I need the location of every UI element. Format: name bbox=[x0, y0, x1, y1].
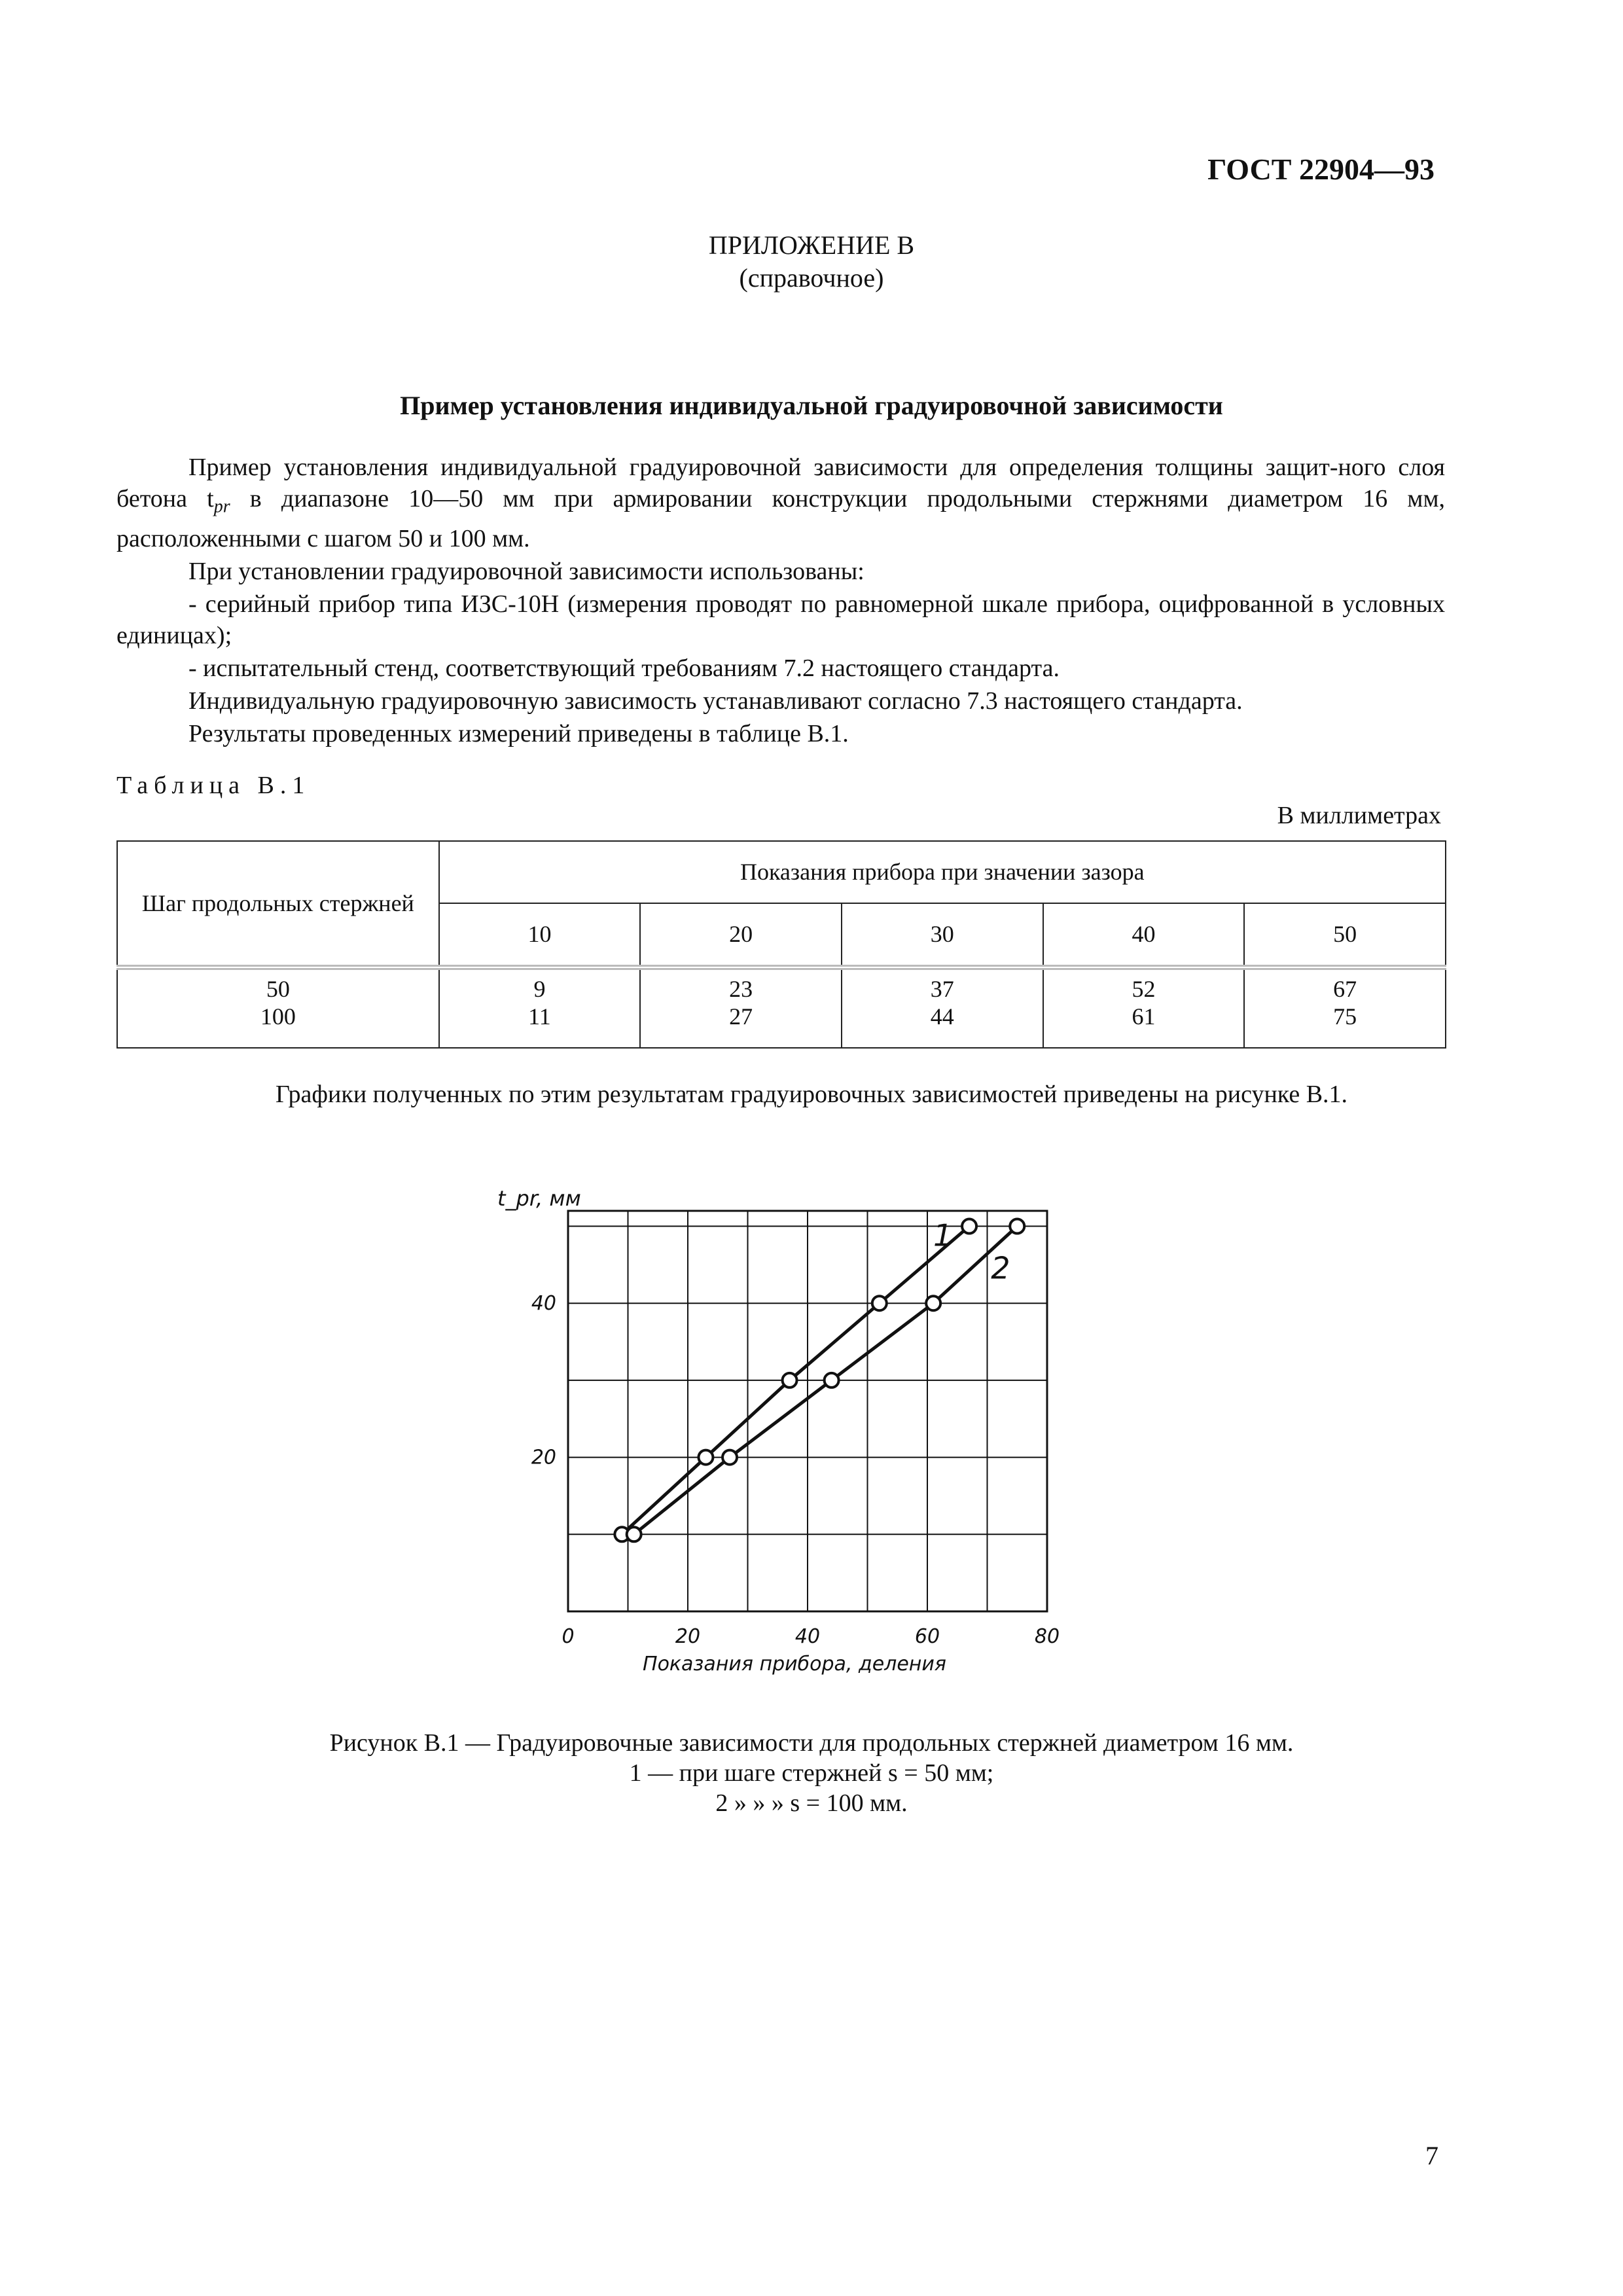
table-cell: 23 27 bbox=[640, 967, 842, 1048]
document-id: ГОСТ 22904—93 bbox=[1207, 152, 1435, 186]
table-cell: 52 61 bbox=[1043, 967, 1245, 1048]
table-row bbox=[117, 967, 1446, 1048]
x-tick-label: 0 bbox=[562, 1625, 575, 1648]
appendix-title: ПРИЛОЖЕНИЕ В bbox=[708, 230, 915, 260]
data-point bbox=[926, 1296, 940, 1310]
appendix-subtitle: (справочное) bbox=[739, 263, 884, 293]
paragraph-stand: - испытательный стенд, соответствующий требованиям 7.2 настоящего стандарта. bbox=[188, 654, 1060, 682]
page-number: 7 bbox=[1425, 2141, 1438, 2170]
table-header-group: Показания прибора при значении зазора bbox=[439, 841, 1446, 903]
table-cell: 67 75 bbox=[1244, 967, 1446, 1048]
section-title: Пример установления индивидуальной градуировочной зависимости bbox=[400, 391, 1223, 420]
caption-line-2: 2 » » » s = 100 мм. bbox=[715, 1789, 908, 1817]
table-cell-step: 50 100 bbox=[117, 967, 439, 1048]
data-point bbox=[783, 1373, 797, 1388]
table-header-gap: 40 bbox=[1043, 903, 1245, 967]
table-header-gap: 20 bbox=[640, 903, 842, 967]
table-header-gap: 50 bbox=[1244, 903, 1446, 967]
calibration-chart bbox=[471, 1165, 1099, 1689]
series-label-1: 1 bbox=[933, 1217, 953, 1253]
y-tick-label: 40 bbox=[531, 1292, 556, 1316]
data-point bbox=[825, 1373, 839, 1388]
paragraph-results: Результаты проведенных измерений приведены в таблице В.1. bbox=[188, 719, 849, 747]
figure-intro: Графики полученных по этим результатам градуировочных зависимостей приведены на рисунке В.1. bbox=[275, 1081, 1348, 1108]
table-units: В миллиметрах bbox=[1277, 802, 1441, 829]
x-axis-label: Показания прибора, деления bbox=[643, 1653, 946, 1676]
results-table bbox=[116, 840, 1446, 1049]
data-point bbox=[722, 1450, 737, 1465]
caption-line-1: 1 — при шаге стержней s = 50 мм; bbox=[629, 1759, 994, 1787]
y-tick-label: 20 bbox=[531, 1446, 556, 1469]
data-point bbox=[962, 1219, 976, 1234]
x-tick-label: 20 bbox=[675, 1625, 701, 1648]
x-tick-label: 40 bbox=[794, 1625, 821, 1648]
body-text bbox=[116, 452, 1445, 751]
table-header-gap: 10 bbox=[439, 903, 641, 967]
paragraph-device: - серийный прибор типа ИЗС-10Н (измерения проводят по равномерной шкале прибора, оцифрованной в условных единицах); bbox=[116, 590, 1445, 649]
series-label-2: 2 bbox=[991, 1250, 1010, 1286]
data-point bbox=[698, 1450, 713, 1465]
paragraph-used: При установлении градуировочной зависимости использованы: bbox=[188, 557, 865, 585]
paragraph-method: Индивидуальную градуировочную зависимость устанавливают согласно 7.3 настоящего стандарта. bbox=[188, 687, 1243, 715]
table-cell: 37 44 bbox=[842, 967, 1043, 1048]
table-cell: 9 11 bbox=[439, 967, 641, 1048]
y-axis-label: t_pr, мм bbox=[497, 1186, 581, 1211]
table-header-step: Шаг продольных стержней bbox=[117, 841, 439, 967]
table-header-gap: 30 bbox=[842, 903, 1043, 967]
x-tick-label: 60 bbox=[914, 1625, 940, 1648]
x-tick-label: 80 bbox=[1034, 1625, 1060, 1648]
table-label: Таблица В.1 bbox=[116, 772, 311, 799]
appendix-heading bbox=[0, 229, 1623, 295]
paragraph-intro: Пример установления индивидуальной градуировочной зависимости для определения толщины защит-ного слоя бетона $t_{pr}$ в диапазоне 10—50 мм при армировании конструкции продольными стержнями диаметром 16 мм, расположенными с шагом 50 и 100 мм. bbox=[116, 454, 1445, 552]
data-point bbox=[627, 1527, 641, 1541]
chart-svg bbox=[471, 1165, 1099, 1689]
figure-caption bbox=[0, 1728, 1623, 1818]
data-point bbox=[872, 1296, 887, 1310]
data-point bbox=[1010, 1219, 1024, 1234]
caption-title: Рисунок В.1 — Градуировочные зависимости для продольных стержней диаметром 16 мм. bbox=[329, 1729, 1294, 1757]
